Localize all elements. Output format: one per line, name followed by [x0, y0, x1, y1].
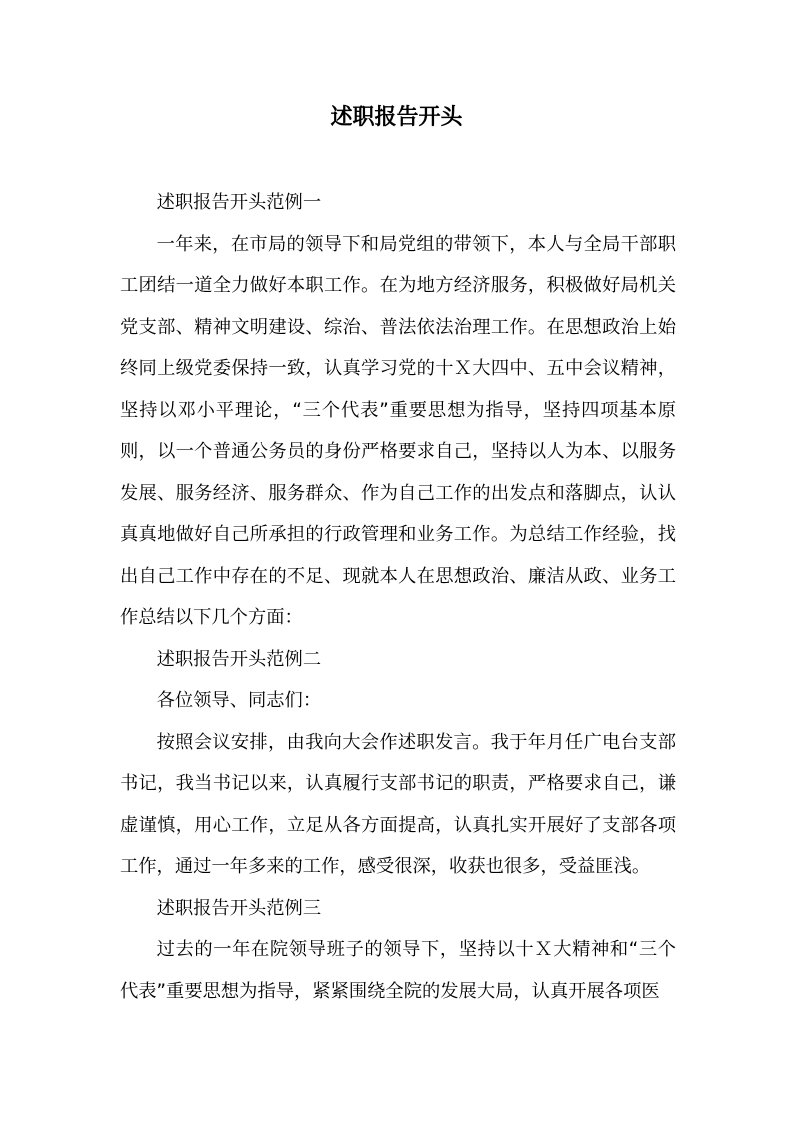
paragraph-example-3-body: 过去的一年在院领导班子的领导下，坚持以十Ｘ大精神和“三个代表”重要思想为指导，紧紧围绕全院的发展大局，认真开展各项医	[120, 939, 676, 1002]
section-heading-example-3: 述职报告开头范例三	[156, 897, 322, 919]
paragraph-example-2-body: 按照会议安排，由我向大会作述职发言。我于年月任广电台支部书记，我当书记以来，认真履行支部书记的职责，严格要求自己，谦虚谨慎，用心工作，立足从各方面提高，认真扎实开展好了支部各项工作，通过一年多来的工作，感受很深，收获也很多，受益匪浅。	[120, 731, 676, 877]
paragraph-example-1-body: 一年来，在市局的领导下和局党组的带领下，本人与全局干部职工团结一道全力做好本职工作。在为地方经济服务，积极做好局机关党支部、精神文明建设、综治、普法依法治理工作。在思想政治上始终同上级党委保持一致，认真学习党的十Ｘ大四中、五中会议精神，坚持以邓小平理论，“三个代表”重要思想为指导，坚持四项基本原则，以一个普通公务员的身份严格要求自己，坚持以人为本、以服务发展、服务经济、服务群众、作为自己工作的出发点和落脚点，认认真真地做好自己所承担的行政管理和业务工作。为总结工作经验，找出自己工作中存在的不足、现就本人在思想政治、廉洁从政、业务工作总结以下几个方面：	[120, 233, 676, 628]
section-heading-example-1: 述职报告开头范例一	[156, 192, 322, 213]
paragraph-salutation: 各位领导、同志们：	[156, 690, 322, 711]
document-body	[120, 182, 676, 1012]
page-title: 述职报告开头	[330, 105, 463, 130]
section-heading-example-2: 述职报告开头范例二	[156, 648, 322, 670]
